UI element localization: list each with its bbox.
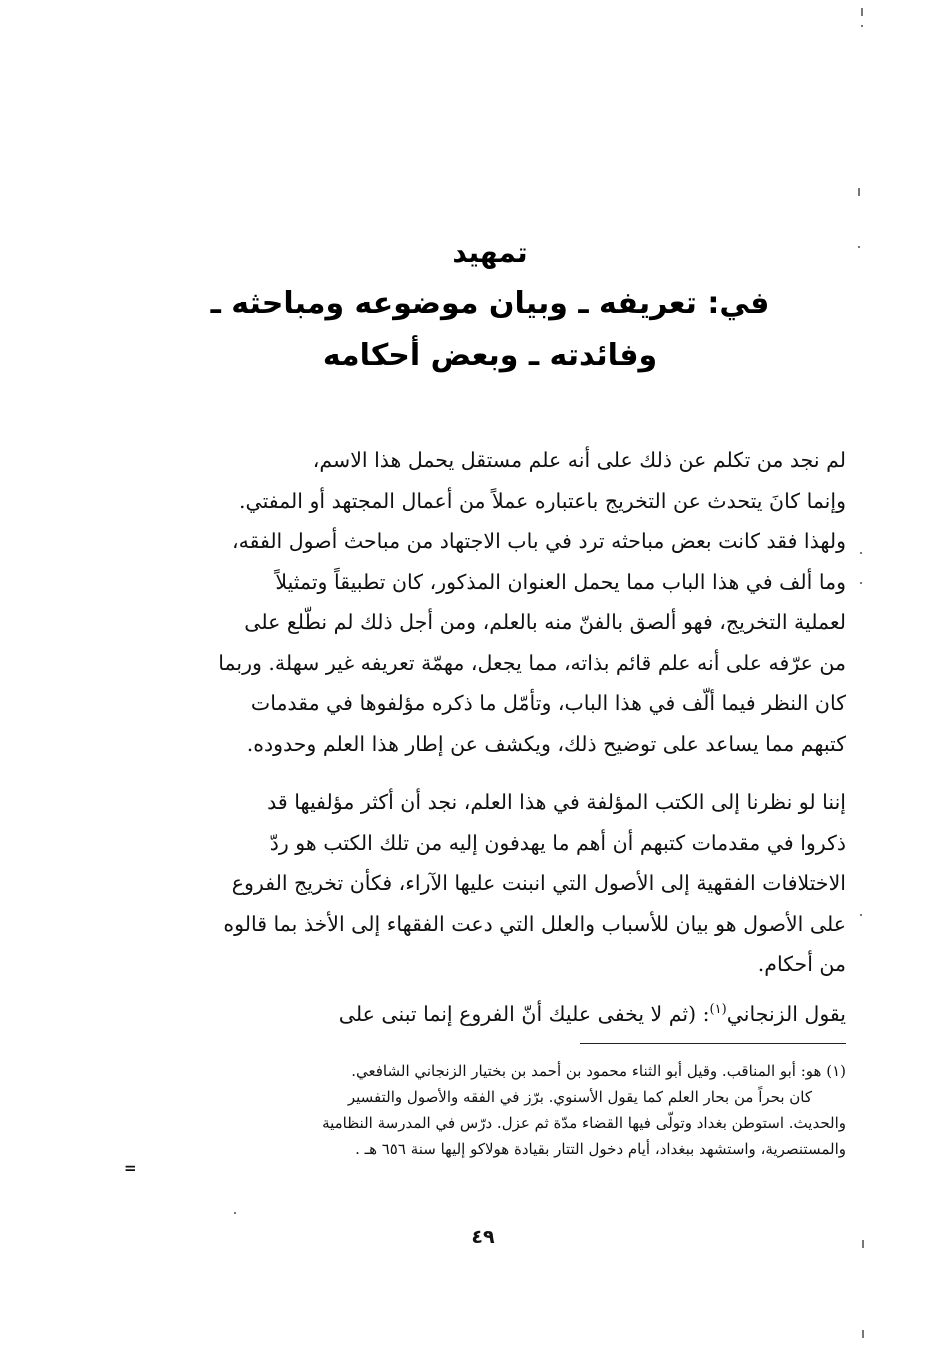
scan-speck (234, 1212, 236, 1214)
chapter-subtitle-line-1: في: تعريفه ـ وبيان موضوعه ومباحثه ـ (210, 286, 770, 321)
text-line (148, 994, 846, 1035)
text-line: إننا لو نظرنا إلى الكتب المؤلفة في هذا العلم، نجد أن أكثر مؤلفيها قد (267, 790, 846, 814)
page-number: ٤٩ (471, 1226, 495, 1248)
scan-speck (862, 1240, 864, 1248)
paragraph-1 (148, 440, 846, 764)
text-line: كان النظر فيما ألّف في هذا الباب، وتأمّل ما ذكره مؤلفوها في مقدمات (250, 691, 846, 715)
scan-speck (860, 914, 862, 916)
text-line: وإنما كانَ يتحدث عن التخريج باعتباره عملاً من أعمال المجتهد أو المفتي. (238, 488, 846, 513)
footnote-1 (120, 1058, 846, 1162)
chapter-title: تمهيد (452, 236, 528, 269)
text-line: من عرّفه على أنه علم قائم بذاته، مما يجعل، مهمّة تعريفه غير سهلة. وربما (218, 650, 846, 675)
text-after-footnote-ref: : (ثم لا يخفى عليك أنّ الفروع إنما تبنى على (338, 1002, 710, 1026)
text-line: كتبهم مما يساعد على توضيح ذلك، ويكشف عن إطار هذا العلم وحدوده. (246, 731, 846, 756)
scan-speck (861, 8, 863, 16)
scan-speck (858, 246, 860, 248)
text-line: ذكروا في مقدمات كتبهم أن أهم ما يهدفون إليه من تلك الكتب هو ردّ (269, 830, 846, 855)
text-line: من أحكام. (757, 952, 846, 976)
footnote-separator (580, 1043, 846, 1044)
text-line: وما ألف في هذا الباب مما يحمل العنوان المذكور، كان تطبيقاً وتمثيلاً (275, 569, 846, 594)
text-line: لم نجد من تكلم عن ذلك على أنه علم مستقل يحمل هذا الاسم، (312, 448, 846, 472)
footnote-line: (١) هو: أبو المناقب. وقيل أبو الثناء محمود بن أحمد بن بختيار الزنجاني الشافعي. (351, 1062, 846, 1080)
footnote-line: كان بحراً من بحار العلم كما يقول الأسنوي. برّز في الفقه والأصول والتفسير (347, 1088, 812, 1106)
text-line: ولهذا فقد كانت بعض مباحثه ترد في باب الاجتهاد من مباحث أصول الفقه، (231, 529, 846, 553)
footnote-continuation-mark: = (124, 1159, 137, 1177)
text-before-footnote-ref: يقول الزنجاني (726, 1002, 846, 1026)
text-line: لعملية التخريج، فهو ألصق بالفنّ منه بالعلم، ومن أجل ذلك لم نطّلع على (244, 610, 846, 634)
scan-speck (861, 25, 863, 27)
paragraph-2 (148, 782, 846, 985)
scan-speck (860, 552, 862, 554)
scan-speck (858, 188, 860, 196)
text-line: على الأصول هو بيان للأسباب والعلل التي دعت الفقهاء إلى الأخذ بما قالوه (223, 911, 846, 936)
scan-speck (862, 1330, 864, 1338)
footnote-line: والحديث. استوطن بغداد وتولّى فيها القضاء مدّة ثم عزل. درّس في المدرسة النظامية (322, 1114, 846, 1132)
footnote-line: والمستنصرية، واستشهد ببغداد، أيام دخول التتار بقيادة هولاكو إليها سنة ٦٥٦ هـ . (355, 1140, 846, 1158)
footnote-reference[interactable]: (١) (709, 1002, 727, 1018)
paragraph-3 (148, 994, 846, 1035)
scan-speck (860, 582, 862, 584)
text-line: الاختلافات الفقهية إلى الأصول التي انبنت عليها الآراء، فكأن تخريج الفروع (231, 871, 846, 895)
chapter-subtitle-line-2: وفائدته ـ وبعض أحكامه (322, 338, 658, 373)
